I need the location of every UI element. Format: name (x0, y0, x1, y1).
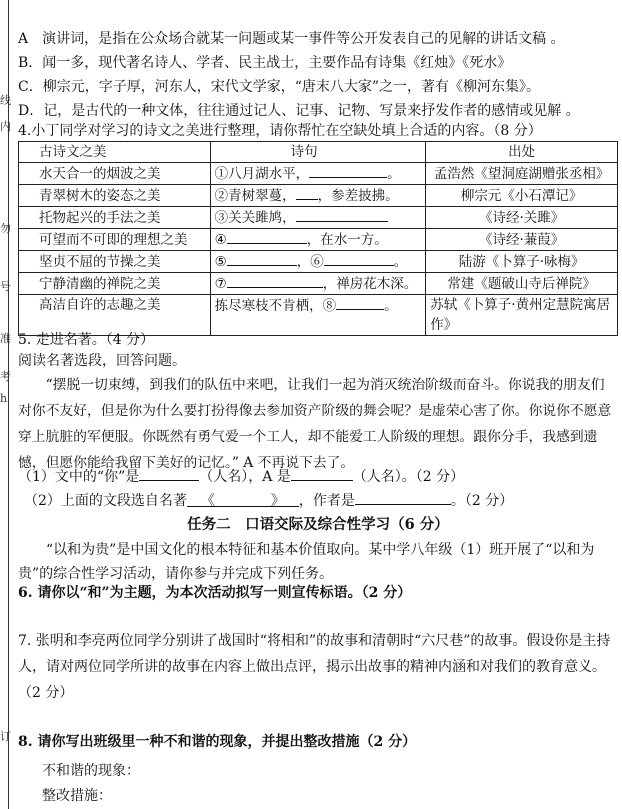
margin-char: 内 (0, 120, 11, 133)
source-cell: 常建《题破山寺后禅院》 (426, 273, 618, 295)
q5-sub1 (18, 466, 618, 486)
table-row (19, 273, 618, 295)
task2-title: 任务二 口语交际及综合性学习（6 分） (187, 516, 449, 533)
source-cell: 《诗经·关雎》 (426, 207, 618, 229)
sub2-text: 。（2 分） (450, 493, 514, 509)
book-title-blank[interactable] (187, 492, 299, 507)
answer-blank[interactable] (296, 185, 318, 200)
header-source: 出处 (426, 142, 618, 163)
answer-blank[interactable] (336, 295, 384, 310)
verse-text: 。 (384, 298, 398, 314)
verse-cell (210, 185, 426, 207)
margin-char: 线 (0, 94, 11, 107)
poem-table (18, 141, 618, 336)
beauty-cell: 托物起兴的手法之美 (19, 207, 211, 229)
q5-instruction: 阅读名著选段，回答问题。 (18, 353, 186, 369)
verse-text: ②青树翠蔓， (214, 188, 296, 204)
beauty-cell: 可望而不可即的理想之美 (19, 229, 211, 251)
verse-cell (210, 273, 426, 295)
verse-text: 拣尽寒枝不肯栖，⑧ (214, 298, 337, 314)
q8-phenomenon-label: 不和谐的现象： (42, 763, 140, 779)
q7-question: 7. 张明和李亮两位同学分别讲了战国时“将相和”的故事和清朝时“六尺巷”的故事。假设你是主持人，请对两位同学所讲的故事在内容上做出点评，揭示出故事的精神内涵和对我们的教育意义。（2 分） (18, 633, 611, 701)
answer-blank[interactable] (296, 207, 388, 222)
sub1-text: （人名）。（2 分） (352, 469, 465, 485)
sub2-text: （2）上面的文段选自名著 (24, 493, 187, 509)
beauty-cell: 宁静清幽的禅院之美 (19, 273, 211, 295)
table-row (19, 229, 618, 251)
q3-option-c: C．柳宗元，字子厚，河东人，宋代文学家，“唐末八大家”之一，著有《柳河东集》。 (18, 79, 541, 95)
verse-text: ，在水一方。 (306, 232, 388, 248)
verse-text: ，参差披拂。 (317, 188, 399, 204)
q3-option-b: B．闻一多，现代著名诗人、学者、民主战士，主要作品有诗集《红烛》《死水》 (18, 55, 512, 71)
answer-blank[interactable] (139, 466, 199, 481)
q5-title: 5. 走进名著。（4 分） (18, 332, 155, 348)
table-row (19, 185, 618, 207)
table-row (19, 163, 618, 185)
q3-option-d: D．记，是古代的一种文体，往往通过记人、记事、记物、写景来抒发作者的感情或见解 。 (18, 103, 580, 119)
book-bracket-right: 》 (270, 493, 285, 509)
table-row (19, 251, 618, 273)
beauty-cell: 青翠树木的姿态之美 (19, 185, 211, 207)
verse-text: ④ (214, 232, 227, 248)
answer-blank[interactable] (291, 466, 353, 481)
verse-cell (210, 207, 426, 229)
beauty-cell: 坚贞不屈的节操之美 (19, 251, 211, 273)
q5-passage: “摆脱一切束缚，到我们的队伍中来吧，让我们一起为消灭统治阶级而奋斗。你说我的朋友们对你不友好，但是你为什么要打扮得像去参加资产阶级的舞会呢？是虚荣心害了你。你说你不愿意穿上肮脏的军便服。你既然有勇气爱一个工人，却不能爱工人阶级的理想。跟你分手，我感到遗憾，但愿你能给我留下美好的记忆。” A 不再说下去了。 (18, 377, 612, 471)
margin-char: 考 (0, 370, 11, 383)
task2-intro: “以和为贵”是中国文化的根本特征和基本价值取向。某中学八年级（1）班开展了“以和为贵”的综合性学习活动，请你参与并完成下列任务。 (18, 542, 595, 582)
source-cell: 苏轼《卜算子·黄州定慧院寓居作》 (426, 295, 618, 336)
sub1-text: （人名），A 是 (199, 469, 291, 485)
verse-text: 。 (393, 254, 408, 270)
verse-cell (210, 295, 426, 336)
book-bracket-left: 《 (200, 493, 215, 509)
verse-cell (210, 251, 426, 273)
q5-sub2 (24, 490, 622, 510)
verse-text: ，⑥ (296, 254, 324, 270)
verse-text: ③关关雎鸠， (214, 210, 296, 226)
verse-text: ，禅房花木深。 (322, 276, 418, 292)
q6-question: 6. 请你以“和”为主题，为本次活动拟写一则宣传标语。（2 分） (18, 585, 412, 601)
margin-char: 勿 (0, 222, 11, 235)
table-row (19, 295, 618, 336)
header-beauty: 古诗文之美 (19, 142, 211, 163)
source-cell: 陆游《卜算子·咏梅》 (426, 251, 618, 273)
q4-question: 4.小丁同学对学习的诗文之美进行整理，请你帮忙在空缺处填上合适的内容。（8 分） (18, 123, 542, 139)
verse-cell (210, 229, 426, 251)
verse-text: 。 (387, 166, 401, 182)
table-header-row (19, 142, 618, 163)
q8-measures-label: 整改措施： (42, 788, 112, 804)
header-verse: 诗句 (210, 142, 426, 163)
margin-char: 号 (0, 280, 11, 293)
sub2-text: ，作者是 (298, 493, 355, 509)
sub1-text: （1）文中的“你”是 (18, 469, 140, 485)
answer-blank[interactable] (309, 163, 387, 178)
source-cell: 柳宗元《小石潭记》 (426, 185, 618, 207)
answer-blank[interactable] (227, 251, 297, 266)
verse-text: ⑦ (214, 276, 227, 292)
beauty-cell: 水天合一的烟波之美 (19, 163, 211, 185)
answer-blank[interactable] (227, 273, 323, 288)
answer-blank[interactable] (355, 490, 451, 505)
answer-blank[interactable] (227, 229, 307, 244)
verse-cell (210, 163, 426, 185)
answer-blank[interactable] (324, 251, 394, 266)
table-row (19, 207, 618, 229)
beauty-cell: 高洁自许的志趣之美 (19, 295, 211, 336)
margin-char: h (0, 392, 8, 405)
q8-question: 8. 请你写出班级里一种不和谐的现象，并提出整改措施（2 分） (18, 734, 417, 750)
margin-char: 准 (0, 332, 11, 345)
source-cell: 《诗经·蒹葭》 (426, 229, 618, 251)
margin-char: 订 (0, 730, 11, 743)
verse-text: ⑤ (214, 254, 227, 270)
source-cell: 孟浩然《望洞庭湖赠张丞相》 (426, 163, 618, 185)
q3-option-a: A 演讲词，是指在公众场合就某一问题或某一事件等公开发表自己的见解的讲话文稿 。 (18, 31, 565, 47)
verse-text: ①八月湖水平， (214, 166, 310, 182)
